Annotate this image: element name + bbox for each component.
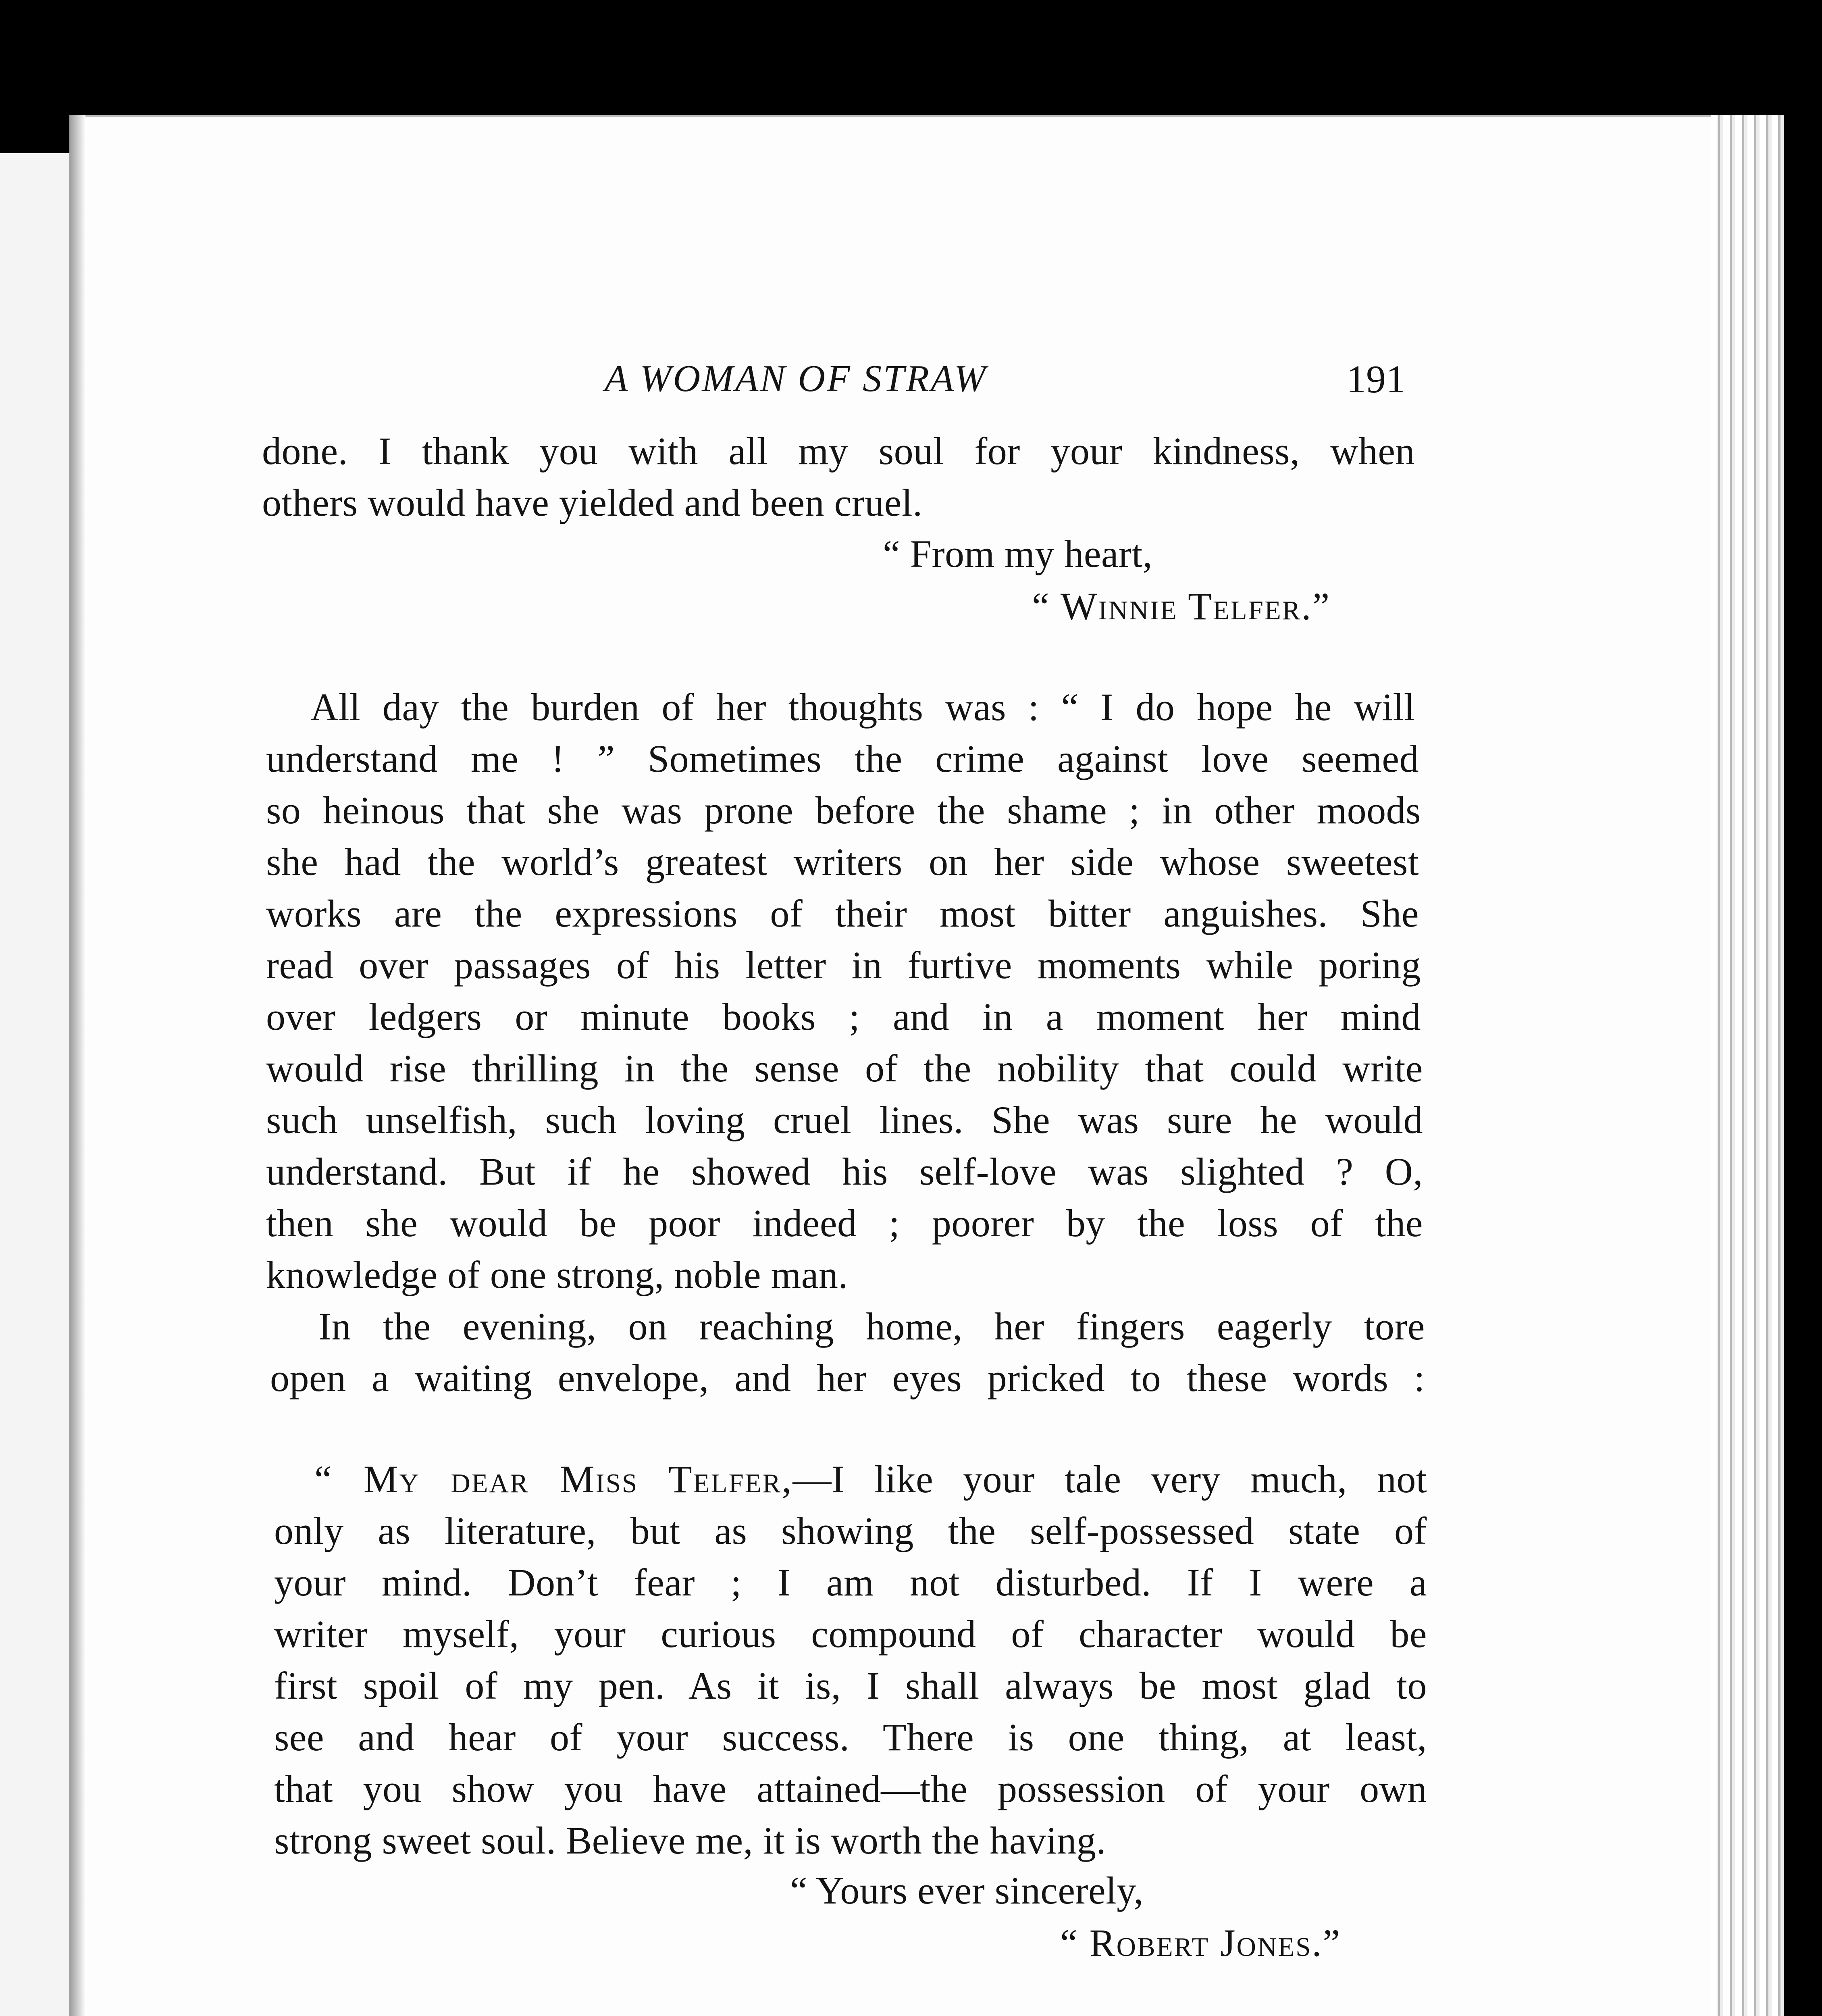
text-line: others would have yielded and been cruel. (262, 481, 923, 524)
text-line: knowledge of one strong, noble man. (266, 1253, 848, 1296)
text-line: over ledgers or minute books ; and in a moment her mind (266, 995, 1421, 1038)
page-number: 191 (1346, 358, 1406, 401)
letter-signature: “ Winnie Telfer.” (1032, 585, 1331, 628)
running-head-title: A WOMAN OF STRAW (605, 358, 988, 400)
text-line: done. I thank you with all my soul for your kindness, when (262, 429, 1415, 473)
text-line: open a waiting envelope, and her eyes pricked to these words : (270, 1356, 1425, 1400)
text-line: see and hear of your success. There is one thing, at least, (274, 1716, 1427, 1759)
text-line: only as literature, but as showing the self-possessed state of (274, 1509, 1427, 1552)
text-line: then she would be poor indeed ; poorer by the loss of the (266, 1202, 1423, 1245)
text-line: your mind. Don’t fear ; I am not disturbed. If I were a (274, 1561, 1427, 1604)
page-gutter-shadow (69, 115, 85, 2016)
text-line: strong sweet soul. Believe me, it is worth the having. (274, 1819, 1106, 1862)
letter-signature: “ Robert Jones.” (1060, 1921, 1342, 1964)
text-line: understand. But if he showed his self-love was slighted ? O, (266, 1150, 1423, 1193)
text-span: —I like your tale very much, not (792, 1458, 1427, 1501)
text-line: would rise thrilling in the sense of the nobility that could write (266, 1047, 1423, 1090)
paragraph (266, 681, 1423, 1301)
text-line (274, 1454, 1427, 1505)
paragraph (270, 1301, 1425, 1404)
letter-closing: “ Yours ever sincerely, (790, 1869, 1144, 1912)
text-line: she had the world’s greatest writers on her side whose sweetest (266, 840, 1419, 883)
letter-closing: “ From my heart, (883, 532, 1153, 575)
page-stack-edges (1711, 115, 1784, 2016)
text-line: All day the burden of her thoughts was : “ I do hope he will (310, 685, 1415, 729)
text-line: understand me ! ” Sometimes the crime against love seemed (266, 737, 1419, 780)
letter-body (274, 1454, 1427, 1866)
text-line: read over passages of his letter in furtive moments while poring (266, 943, 1421, 987)
text-line: so heinous that she was prone before the shame ; in other moods (266, 789, 1421, 832)
facing-page-edge (0, 153, 73, 2016)
text-line: that you show you have attained—the possession of your own (274, 1767, 1427, 1810)
text-line: such unselfish, such loving cruel lines. She was sure he would (266, 1098, 1423, 1141)
text-line: works are the expressions of their most bitter anguishes. She (266, 892, 1419, 935)
text-line: In the evening, on reaching home, her fingers eagerly tore (318, 1305, 1425, 1348)
text-line: writer myself, your curious compound of character would be (274, 1612, 1427, 1656)
letter-salutation: “ My dear Miss Telfer, (314, 1458, 793, 1501)
letter-end-body (262, 425, 1415, 529)
text-line: first spoil of my pen. As it is, I shall always be most glad to (274, 1664, 1427, 1707)
